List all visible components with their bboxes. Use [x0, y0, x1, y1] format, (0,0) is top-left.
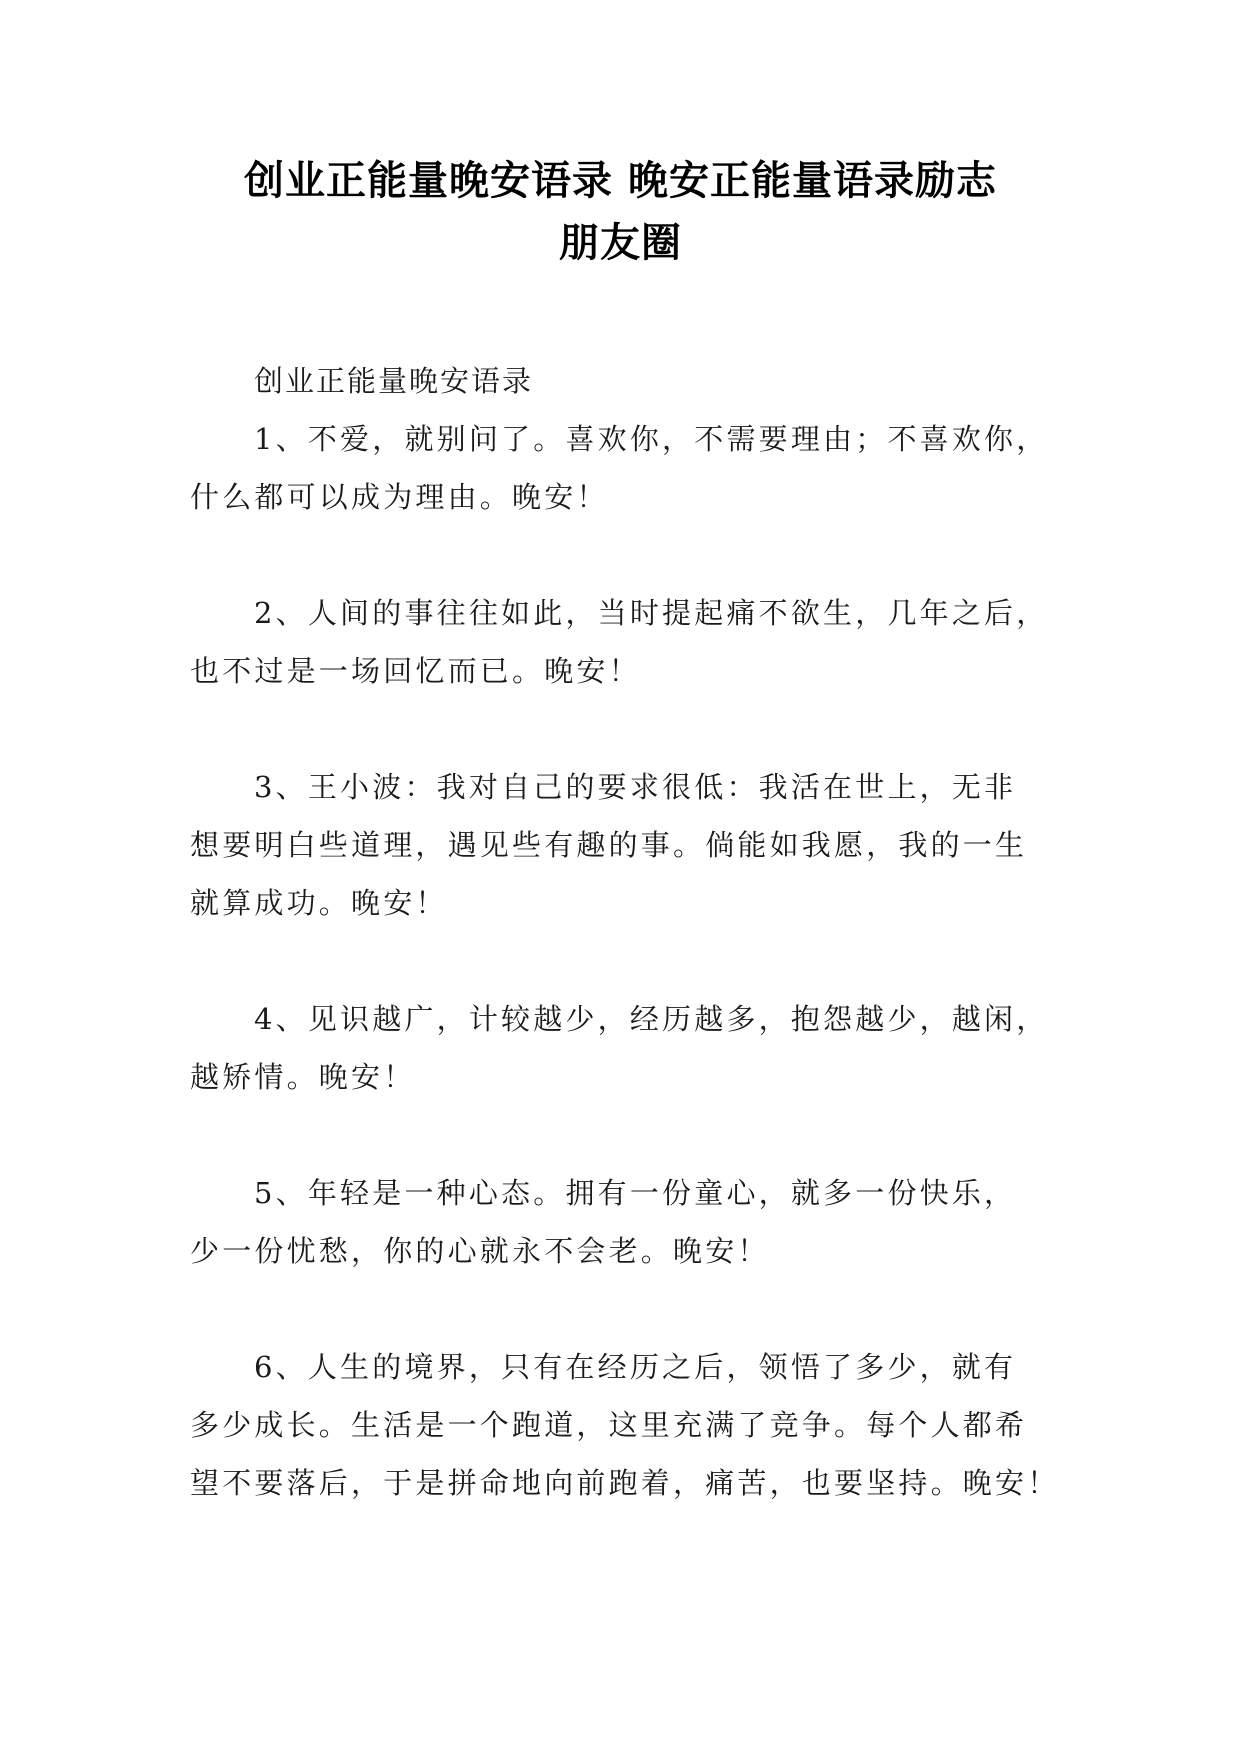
- quote-6-line-3: 望不要落后，于是拼命地向前跑着，痛苦，也要坚持。晚安！: [190, 1466, 1060, 1500]
- quote-item-3: [190, 758, 1070, 932]
- quote-3-line-2: 想要明白些道理，遇见些有趣的事。倘能如我愿，我的一生: [190, 828, 1028, 862]
- quote-item-5: [190, 1164, 1070, 1280]
- quote-6-line-1: 6、人生的境界，只有在经历之后，领悟了多少，就有: [254, 1350, 1017, 1384]
- quote-4-line-2: 越矫情。晚安！: [190, 1060, 416, 1094]
- section-heading: 创业正能量晚安语录: [254, 364, 534, 398]
- quote-2-line-2: 也不过是一场回忆而已。晚安！: [190, 654, 641, 688]
- quote-item-1: [190, 410, 1070, 526]
- quote-1-line-2: 什么都可以成为理由。晚安！: [190, 480, 609, 514]
- quote-3-line-3: 就算成功。晚安！: [190, 886, 448, 920]
- document-title-line-1: 创业正能量晚安语录 晚安正能量语录励志: [244, 158, 997, 204]
- quote-item-2: [190, 584, 1070, 700]
- document-title-line-2: 朋友圈: [559, 220, 682, 266]
- quote-1-line-1: 1、不爱，就别问了。喜欢你，不需要理由；不喜欢你，: [254, 422, 1049, 456]
- quote-5-line-2: 少一份忧愁，你的心就永不会老。晚安！: [190, 1234, 770, 1268]
- quote-3-line-1: 3、王小波：我对自己的要求很低：我活在世上，无非: [254, 770, 1017, 804]
- document-title: [150, 150, 1091, 274]
- quote-item-4: [190, 990, 1070, 1106]
- quote-item-6: [190, 1338, 1070, 1512]
- quote-2-line-1: 2、人间的事往往如此，当时提起痛不欲生，几年之后，: [254, 596, 1049, 630]
- quote-5-line-1: 5、年轻是一种心态。拥有一份童心，就多一份快乐，: [254, 1176, 1017, 1210]
- document-body: [190, 352, 1070, 1570]
- quote-6-line-2: 多少成长。生活是一个跑道，这里充满了竞争。每个人都希: [190, 1408, 1028, 1442]
- quote-4-line-1: 4、见识越广，计较越少，经历越多，抱怨越少，越闲，: [254, 1002, 1049, 1036]
